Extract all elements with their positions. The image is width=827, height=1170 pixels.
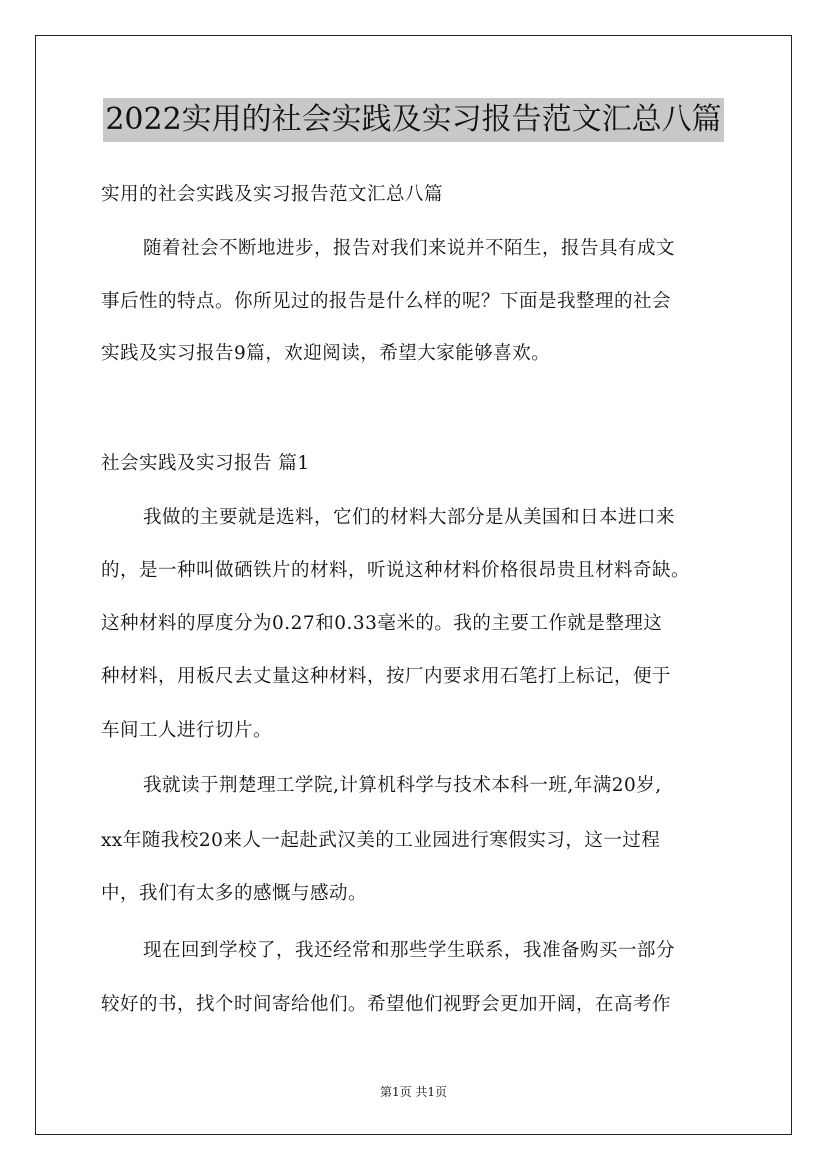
paragraph1-line-3: 这种材料的厚度分为0.27和0.33毫米的。我的主要工作就是整理这 [101,613,663,634]
paragraph1-line-2: 的，是一种叫做硒铁片的材料，听说这种材料价格很昂贵且材料奇缺。 [101,560,691,581]
paragraph2-line-2: xx年随我校20来人一起赴武汉美的工业园进行寒假实习，这一过程 [101,830,661,851]
title-container [0,98,827,142]
page-number-footer: 第1页 共1页 [379,1085,448,1099]
document-title: 2022实用的社会实践及实习报告范文汇总八篇 [103,98,723,142]
document-subtitle: 实用的社会实践及实习报告范文汇总八篇 [101,184,444,205]
paragraph3-line-2: 较好的书，找个时间寄给他们。希望他们视野会更加开阔，在高考作 [101,994,672,1015]
section-heading: 社会实践及实习报告 篇1 [101,453,310,474]
intro-line-1: 随着社会不断地进步，报告对我们来说并不陌生，报告具有成文 [143,238,676,259]
intro-line-2: 事后性的特点。你所见过的报告是什么样的呢？下面是我整理的社会 [101,291,672,312]
intro-line-3: 实践及实习报告9篇，欢迎阅读，希望大家能够喜欢。 [101,343,551,364]
paragraph3-line-1: 现在回到学校了，我还经常和那些学生联系，我准备购买一部分 [143,940,676,961]
paragraph2-line-3: 中，我们有太多的感慨与感动。 [101,883,368,904]
paragraph1-line-5: 车间工人进行切片。 [101,720,273,741]
paragraph1-line-4: 种材料，用板尺去丈量这种材料，按厂内要求用石笔打上标记，便于 [101,666,672,687]
paragraph2-line-1: 我就读于荆楚理工学院,计算机科学与技术本科一班,年满20岁, [143,775,662,796]
paragraph1-line-1: 我做的主要就是选料，它们的材料大部分是从美国和日本进口来 [143,507,676,528]
